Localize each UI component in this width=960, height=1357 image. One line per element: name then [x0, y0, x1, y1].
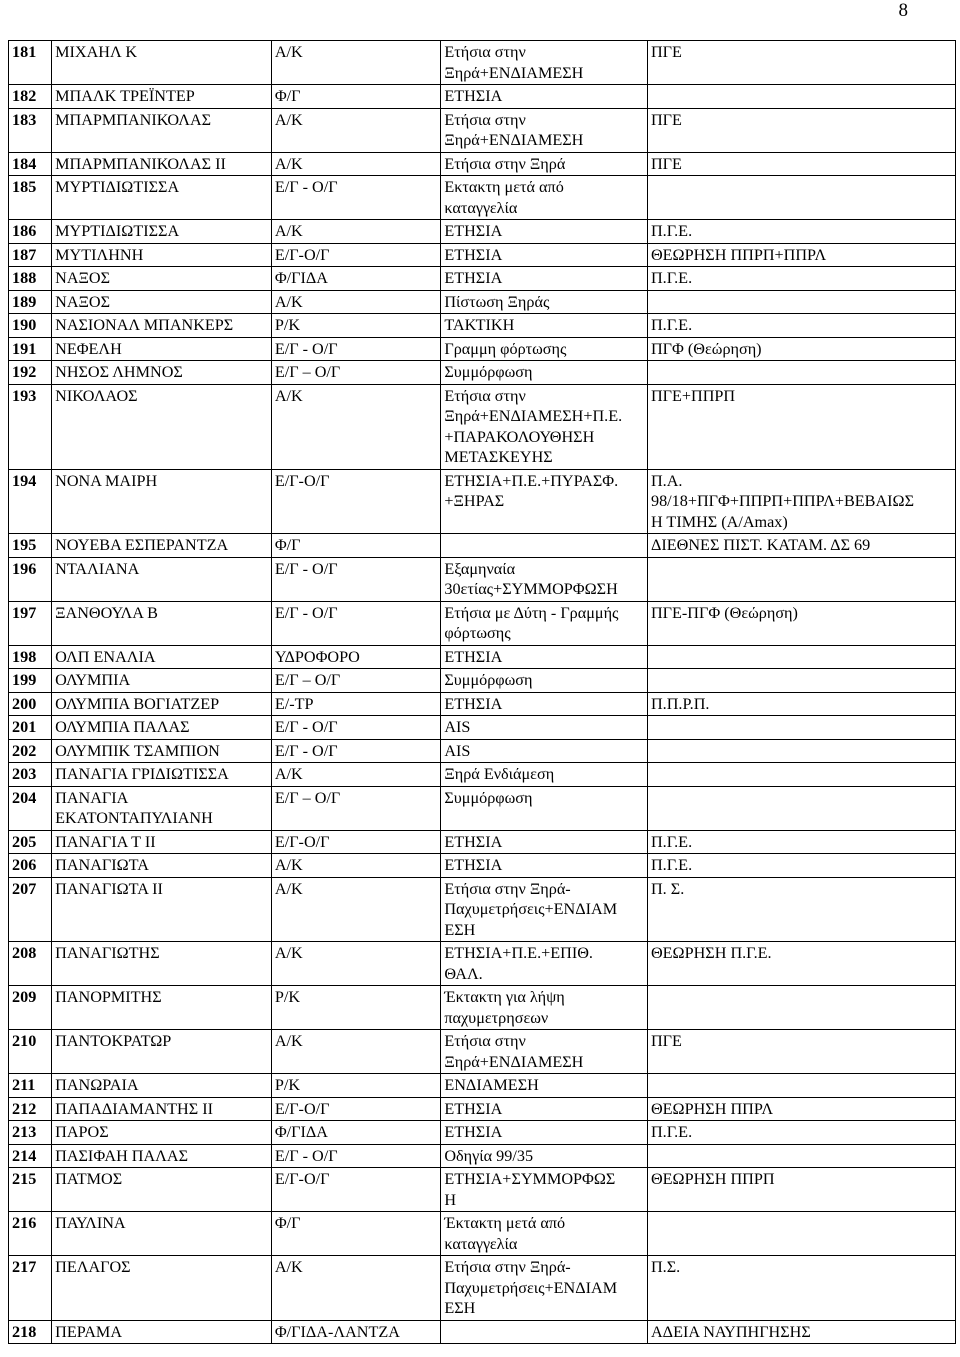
vessel-number: 190: [9, 314, 52, 338]
vessel-type: Α/Κ: [271, 854, 441, 878]
inspection-type: Ετήσια με Δύτη - Γραμμής φόρτωσης: [441, 601, 648, 645]
vessel-number: 206: [9, 854, 52, 878]
vessel-type: Ρ/Κ: [271, 314, 441, 338]
vessel-name: ΜΠΑΡΜΠΑΝΙΚΟΛΑΣ ΙΙ: [52, 152, 272, 176]
vessel-number: 181: [9, 41, 52, 85]
certificate-note: [647, 361, 955, 385]
vessel-type: Α/Κ: [271, 384, 441, 469]
table-row: [9, 1097, 956, 1121]
table-row: [9, 314, 956, 338]
vessel-name: ΜΙΧΑΗΛ Κ: [52, 41, 272, 85]
vessel-type: Α/Κ: [271, 290, 441, 314]
vessel-number: 208: [9, 942, 52, 986]
vessel-number: 184: [9, 152, 52, 176]
certificate-note: [647, 1144, 955, 1168]
certificate-note: [647, 716, 955, 740]
table-row: [9, 854, 956, 878]
table-row: [9, 942, 956, 986]
vessel-number: 204: [9, 786, 52, 830]
certificate-note: [647, 786, 955, 830]
table-row: [9, 716, 956, 740]
vessel-type: Ε/Γ-Ο/Γ: [271, 1097, 441, 1121]
inspection-type: ΕΤΗΣΙΑ: [441, 1097, 648, 1121]
certificate-note: ΘΕΩΡΗΣΗ ΠΠΡΠ+ΠΠΡΛ: [647, 243, 955, 267]
inspection-type: Γραμμη φόρτωσης: [441, 337, 648, 361]
vessel-type: Φ/ΓΙΔΑ-ΛΑΝΤΖΑ: [271, 1320, 441, 1344]
vessel-number: 212: [9, 1097, 52, 1121]
vessel-name: ΜΠΑΡΜΠΑΝΙΚΟΛΑΣ: [52, 108, 272, 152]
certificate-note: [647, 645, 955, 669]
table-row: [9, 243, 956, 267]
table-row: [9, 669, 956, 693]
certificate-note: [647, 85, 955, 109]
inspection-type: Συμμόρφωση: [441, 361, 648, 385]
vessel-type: Α/Κ: [271, 152, 441, 176]
vessel-name: ΠΑΝΑΓΙΩΤΗΣ: [52, 942, 272, 986]
inspection-type: ΕΤΗΣΙΑ: [441, 645, 648, 669]
vessel-type: Ε/Γ - Ο/Γ: [271, 716, 441, 740]
certificate-note: [647, 176, 955, 220]
vessel-inspection-table: [8, 40, 956, 1344]
certificate-note: Π.Α. 98/18+ΠΓΦ+ΠΠΡΠ+ΠΠΡΛ+ΒΕΒΑΙΩΣ Η ΤΙΜΗΣ (Α/Αmax): [647, 469, 955, 534]
vessel-name: ΠΑΝΑΓΙΑ Τ ΙΙ: [52, 830, 272, 854]
table-row: [9, 557, 956, 601]
certificate-note: Π.Γ.Ε.: [647, 1121, 955, 1145]
table-row: [9, 469, 956, 534]
inspection-type: ΕΤΗΣΙΑ+Π.Ε.+ΠΥΡΑΣΦ. +ΞΗΡΑΣ: [441, 469, 648, 534]
certificate-note: ΔΙΕΘΝΕΣ ΠΙΣΤ. ΚΑΤΑΜ. ΔΣ 69: [647, 534, 955, 558]
vessel-name: ΝΗΣΟΣ ΛΗΜΝΟΣ: [52, 361, 272, 385]
vessel-type: Α/Κ: [271, 942, 441, 986]
vessel-number: 199: [9, 669, 52, 693]
vessel-number: 215: [9, 1168, 52, 1212]
vessel-type: ΥΔΡΟΦΟΡΟ: [271, 645, 441, 669]
certificate-note: ΠΓΕ: [647, 108, 955, 152]
vessel-number: 202: [9, 739, 52, 763]
vessel-name: ΠΑΝΑΓΙΑ ΓΡΙΔΙΩΤΙΣΣΑ: [52, 763, 272, 787]
vessel-name: ΝΟΝΑ ΜΑΙΡΗ: [52, 469, 272, 534]
table-row: [9, 1121, 956, 1145]
vessel-name: ΜΥΡΤΙΔΙΩΤΙΣΣΑ: [52, 176, 272, 220]
vessel-number: 205: [9, 830, 52, 854]
certificate-note: [647, 1074, 955, 1098]
certificate-note: Π.Γ.Ε.: [647, 220, 955, 244]
vessel-number: 186: [9, 220, 52, 244]
inspection-type: AIS: [441, 739, 648, 763]
table-row: [9, 763, 956, 787]
certificate-note: Π.Γ.Ε.: [647, 854, 955, 878]
table-row: [9, 41, 956, 85]
vessel-type: Ε/Γ - Ο/Γ: [271, 739, 441, 763]
vessel-name: ΝΤΑΛΙΑΝΑ: [52, 557, 272, 601]
certificate-note: Π. Σ.: [647, 877, 955, 942]
inspection-type: ΤΑΚΤΙΚΗ: [441, 314, 648, 338]
vessel-name: ΠΕΡΑΜΑ: [52, 1320, 272, 1344]
inspection-type: Πίστωση Ξηράς: [441, 290, 648, 314]
table-row: [9, 1212, 956, 1256]
vessel-number: 188: [9, 267, 52, 291]
vessel-number: 194: [9, 469, 52, 534]
vessel-number: 216: [9, 1212, 52, 1256]
inspection-type: ΕΤΗΣΙΑ: [441, 854, 648, 878]
vessel-name: ΟΛΠ ΕΝΑΛΙΑ: [52, 645, 272, 669]
table-body: [9, 41, 956, 1344]
inspection-type: ΕΤΗΣΙΑ: [441, 220, 648, 244]
table-row: [9, 85, 956, 109]
table-row: [9, 692, 956, 716]
vessel-type: Ε/Γ-Ο/Γ: [271, 243, 441, 267]
inspection-type: Ετήσια στην Ξηρά- Παχυμετρήσεις+ΕΝΔΙΑΜ ΕΣΗ: [441, 1256, 648, 1321]
certificate-note: [647, 986, 955, 1030]
inspection-type: Ετήσια στην Ξηρά+ΕΝΔΙΑΜΕΣΗ: [441, 108, 648, 152]
vessel-name: ΝΑΞΟΣ: [52, 267, 272, 291]
table-row: [9, 220, 956, 244]
certificate-note: [647, 669, 955, 693]
vessel-number: 189: [9, 290, 52, 314]
inspection-type: Εκτακτη μετά από καταγγελία: [441, 176, 648, 220]
inspection-type: Συμμόρφωση: [441, 669, 648, 693]
vessel-type: Α/Κ: [271, 41, 441, 85]
inspection-type: Ετήσια στην Ξηρά- Παχυμετρήσεις+ΕΝΔΙΑΜ ΕΣΗ: [441, 877, 648, 942]
vessel-type: Ε/-ΤΡ: [271, 692, 441, 716]
vessel-name: ΠΑΥΛΙΝΑ: [52, 1212, 272, 1256]
vessel-number: 185: [9, 176, 52, 220]
table-row: [9, 830, 956, 854]
vessel-type: Α/Κ: [271, 877, 441, 942]
vessel-type: Ε/Γ - Ο/Γ: [271, 337, 441, 361]
vessel-number: 209: [9, 986, 52, 1030]
certificate-note: [647, 557, 955, 601]
vessel-number: 207: [9, 877, 52, 942]
page-number: 8: [898, 0, 908, 21]
vessel-type: Α/Κ: [271, 108, 441, 152]
vessel-type: Ε/Γ - Ο/Γ: [271, 1144, 441, 1168]
vessel-number: 197: [9, 601, 52, 645]
vessel-number: 218: [9, 1320, 52, 1344]
vessel-name: ΝΑΞΟΣ: [52, 290, 272, 314]
vessel-name: ΟΛΥΜΠΙΚ ΤΣΑΜΠΙΟΝ: [52, 739, 272, 763]
vessel-type: Ε/Γ – Ο/Γ: [271, 786, 441, 830]
inspection-type: Έκτακτη για λήψη παχυμετρησεων: [441, 986, 648, 1030]
vessel-number: 193: [9, 384, 52, 469]
vessel-name: ΜΥΡΤΙΔΙΩΤΙΣΣΑ: [52, 220, 272, 244]
table-row: [9, 1168, 956, 1212]
table-row: [9, 739, 956, 763]
vessel-number: 213: [9, 1121, 52, 1145]
vessel-type: Ε/Γ - Ο/Γ: [271, 176, 441, 220]
table-row: [9, 1320, 956, 1344]
table-row: [9, 534, 956, 558]
certificate-note: ΘΕΩΡΗΣΗ ΠΠΡΛ: [647, 1097, 955, 1121]
certificate-note: Π.Π.Ρ.Π.: [647, 692, 955, 716]
certificate-note: [647, 1212, 955, 1256]
table-row: [9, 267, 956, 291]
table-row: [9, 601, 956, 645]
vessel-number: 201: [9, 716, 52, 740]
table-row: [9, 645, 956, 669]
certificate-note: Π.Σ.: [647, 1256, 955, 1321]
certificate-note: Π.Γ.Ε.: [647, 830, 955, 854]
inspection-type: ΕΤΗΣΙΑ: [441, 243, 648, 267]
vessel-type: Φ/ΓΙΔΑ: [271, 267, 441, 291]
inspection-type: Συμμόρφωση: [441, 786, 648, 830]
table-row: [9, 176, 956, 220]
vessel-type: Α/Κ: [271, 1256, 441, 1321]
certificate-note: ΘΕΩΡΗΣΗ Π.Γ.Ε.: [647, 942, 955, 986]
vessel-type: Φ/Γ: [271, 1212, 441, 1256]
vessel-number: 198: [9, 645, 52, 669]
inspection-type: Έκτακτη μετά από καταγγελία: [441, 1212, 648, 1256]
vessel-name: ΜΠΑΛΚ ΤΡΕΪΝΤΕΡ: [52, 85, 272, 109]
vessel-name: ΟΛΥΜΠΙΑ ΒΟΓΙΑΤΖΕΡ: [52, 692, 272, 716]
vessel-name: ΠΕΛΑΓΟΣ: [52, 1256, 272, 1321]
vessel-number: 187: [9, 243, 52, 267]
table-row: [9, 290, 956, 314]
certificate-note: [647, 763, 955, 787]
certificate-note: ΑΔΕΙΑ ΝΑΥΠΗΓΗΣΗΣ: [647, 1320, 955, 1344]
certificate-note: [647, 290, 955, 314]
table-row: [9, 108, 956, 152]
vessel-type: Φ/Γ: [271, 85, 441, 109]
certificate-note: ΠΓΕ: [647, 152, 955, 176]
vessel-name: ΠΑΠΑΔΙΑΜΑΝΤΗΣ ΙΙ: [52, 1097, 272, 1121]
inspection-type: [441, 1320, 648, 1344]
vessel-type: Α/Κ: [271, 1030, 441, 1074]
inspection-type: AIS: [441, 716, 648, 740]
vessel-number: 183: [9, 108, 52, 152]
inspection-type: ΕΤΗΣΙΑ+Π.Ε.+ΕΠΙΘ. ΘΑΛ.: [441, 942, 648, 986]
table-row: [9, 1144, 956, 1168]
vessel-number: 191: [9, 337, 52, 361]
certificate-note: ΠΓΦ (Θεώρηση): [647, 337, 955, 361]
vessel-type: Φ/ΓΙΔΑ: [271, 1121, 441, 1145]
table-row: [9, 361, 956, 385]
vessel-name: ΠΑΝΑΓΙΑ ΕΚΑΤΟΝΤΑΠΥΛΙΑΝΗ: [52, 786, 272, 830]
certificate-note: [647, 739, 955, 763]
vessel-name: ΝΟΥΕΒΑ ΕΣΠΕΡΑΝΤΖΑ: [52, 534, 272, 558]
certificate-note: ΠΓΕ+ΠΠΡΠ: [647, 384, 955, 469]
vessel-number: 210: [9, 1030, 52, 1074]
vessel-number: 195: [9, 534, 52, 558]
vessel-type: Α/Κ: [271, 220, 441, 244]
vessel-number: 192: [9, 361, 52, 385]
vessel-name: ΠΑΝΟΡΜΙΤΗΣ: [52, 986, 272, 1030]
vessel-type: Ε/Γ-Ο/Γ: [271, 1168, 441, 1212]
vessel-name: ΝΙΚΟΛΑΟΣ: [52, 384, 272, 469]
vessel-name: ΟΛΥΜΠΙΑ: [52, 669, 272, 693]
certificate-note: Π.Γ.Ε.: [647, 267, 955, 291]
vessel-type: Α/Κ: [271, 763, 441, 787]
table-row: [9, 1256, 956, 1321]
vessel-number: 196: [9, 557, 52, 601]
vessel-number: 211: [9, 1074, 52, 1098]
inspection-type: ΕΤΗΣΙΑ: [441, 1121, 648, 1145]
inspection-type: ΕΤΗΣΙΑ: [441, 85, 648, 109]
vessel-name: ΠΑΝΑΓΙΩΤΑ ΙΙ: [52, 877, 272, 942]
inspection-type: ΕΤΗΣΙΑ: [441, 830, 648, 854]
inspection-type: ΕΤΗΣΙΑ+ΣΥΜΜΟΡΦΩΣ Η: [441, 1168, 648, 1212]
vessel-type: Ε/Γ – Ο/Γ: [271, 361, 441, 385]
table-row: [9, 986, 956, 1030]
inspection-type: ΕΤΗΣΙΑ: [441, 267, 648, 291]
table-row: [9, 337, 956, 361]
vessel-name: ΝΑΣΙΟΝΑΛ ΜΠΑΝΚΕΡΣ: [52, 314, 272, 338]
inspection-type: Ετήσια στην Ξηρά+ΕΝΔΙΑΜΕΣΗ: [441, 41, 648, 85]
certificate-note: ΠΓΕ: [647, 1030, 955, 1074]
table-row: [9, 1030, 956, 1074]
vessel-type: Ε/Γ - Ο/Γ: [271, 601, 441, 645]
inspection-type: Ξηρά Ενδιάμεση: [441, 763, 648, 787]
inspection-type: Ετήσια στην Ξηρά+ΕΝΔΙΑΜΕΣΗ: [441, 1030, 648, 1074]
vessel-name: ΠΑΡΟΣ: [52, 1121, 272, 1145]
inspection-type: Ετήσια στην Ξηρά: [441, 152, 648, 176]
vessel-name: ΜΥΤΙΛΗΝΗ: [52, 243, 272, 267]
vessel-name: ΞΑΝΘΟΥΛΑ Β: [52, 601, 272, 645]
vessel-name: ΝΕΦΕΛΗ: [52, 337, 272, 361]
table-row: [9, 786, 956, 830]
vessel-name: ΟΛΥΜΠΙΑ ΠΑΛΑΣ: [52, 716, 272, 740]
vessel-number: 182: [9, 85, 52, 109]
vessel-type: Ε/Γ - Ο/Γ: [271, 557, 441, 601]
vessel-type: Ε/Γ-Ο/Γ: [271, 830, 441, 854]
certificate-note: Π.Γ.Ε.: [647, 314, 955, 338]
vessel-type: Φ/Γ: [271, 534, 441, 558]
vessel-name: ΠΑΝΤΟΚΡΑΤΩΡ: [52, 1030, 272, 1074]
vessel-type: Ρ/Κ: [271, 986, 441, 1030]
vessel-type: Ε/Γ-Ο/Γ: [271, 469, 441, 534]
inspection-type: ΕΤΗΣΙΑ: [441, 692, 648, 716]
vessel-number: 200: [9, 692, 52, 716]
table-row: [9, 384, 956, 469]
inspection-type: ΕΝΔΙΑΜΕΣΗ: [441, 1074, 648, 1098]
table-row: [9, 877, 956, 942]
inspection-type: Οδηγία 99/35: [441, 1144, 648, 1168]
vessel-name: ΠΑΤΜΟΣ: [52, 1168, 272, 1212]
vessel-name: ΠΑΝΩΡΑΙΑ: [52, 1074, 272, 1098]
certificate-note: ΘΕΩΡΗΣΗ ΠΠΡΠ: [647, 1168, 955, 1212]
vessel-name: ΠΑΣΙΦΑΗ ΠΑΛΑΣ: [52, 1144, 272, 1168]
certificate-note: ΠΓΕ: [647, 41, 955, 85]
inspection-type: Ετήσια στην Ξηρά+ΕΝΔΙΑΜΕΣΗ+Π.Ε. +ΠΑΡΑΚΟΛΟΥΘΗΣΗ ΜΕΤΑΣΚΕΥΗΣ: [441, 384, 648, 469]
inspection-type: [441, 534, 648, 558]
vessel-name: ΠΑΝΑΓΙΩΤΑ: [52, 854, 272, 878]
vessel-number: 217: [9, 1256, 52, 1321]
vessel-type: Ε/Γ – Ο/Γ: [271, 669, 441, 693]
vessel-number: 203: [9, 763, 52, 787]
certificate-note: ΠΓΕ-ΠΓΦ (Θεώρηση): [647, 601, 955, 645]
vessel-type: Ρ/Κ: [271, 1074, 441, 1098]
table-row: [9, 152, 956, 176]
table-row: [9, 1074, 956, 1098]
inspection-type: Εξαμηναία 30ετίας+ΣΥΜΜΟΡΦΩΣΗ: [441, 557, 648, 601]
vessel-number: 214: [9, 1144, 52, 1168]
